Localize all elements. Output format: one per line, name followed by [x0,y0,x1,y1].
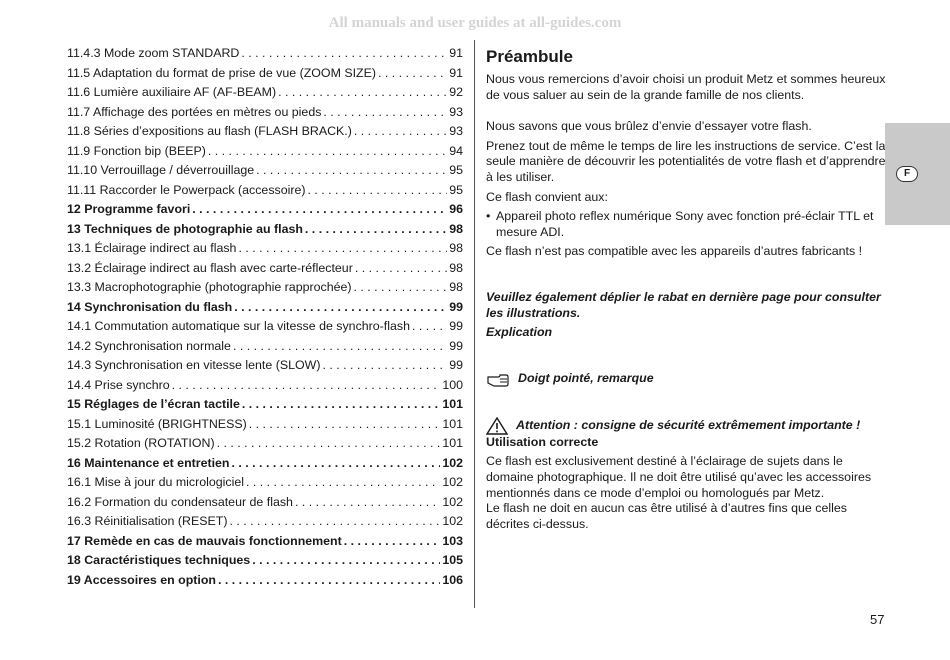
toc-entry-label: 11.8 Séries d’expositions au flash (FLASH BRACK.) [67,124,352,138]
pointing-note-text: Doigt pointé, remarque [518,370,654,385]
toc-leader-dots [234,300,447,314]
bullet-icon: • [486,209,491,224]
toc-leader-dots [232,456,441,470]
toc-entry-page: 93 [449,124,463,138]
toc-entry-label: 11.6 Lumière auxiliaire AF (AF-BEAM) [67,85,277,99]
toc-leader-dots [252,553,440,567]
toc-leader-dots [218,573,440,587]
toc-entry [67,105,463,125]
toc-entry-page: 94 [449,143,463,158]
toc-entry [67,183,463,203]
toc-entry-label: 16.3 Réinitialisation (RESET) [67,514,228,528]
paragraph: Nous vous remercions d’avoir choisi un produit Metz et sommes heureux de vous saluer au sein de la grande famille de nos clients. [486,72,886,102]
bullet-text: Appareil photo reflex numérique Sony avec fonction pré-éclair TTL et mesure ADI. [496,209,874,239]
paragraph: Prenez tout de même le temps de lire les instructions de service. C’est la seule manière de découvrir les potentialités de votre flash et d’apprendre à les utiliser. [486,138,886,184]
toc-entry-label: 11.7 Affichage des portées en mètres ou pieds [67,104,322,119]
toc-leader-dots [242,397,440,411]
column-divider [474,40,475,608]
toc-leader-dots [295,495,440,509]
toc-leader-dots [249,417,441,431]
toc-entry [67,163,463,183]
toc-entry-page: 93 [449,104,463,119]
toc-entry-label: 11.5 Adaptation du format de prise de vue (ZOOM SIZE) [67,65,376,80]
toc-entry-page: 98 [449,280,463,294]
toc-entry-label: 13.3 Macrophotographie (photographie rapprochée) [67,280,352,294]
toc-entry [67,46,463,66]
toc-leader-dots [412,319,447,333]
toc-entry-page: 102 [442,455,463,470]
toc-entry-page: 98 [449,221,463,236]
toc-leader-dots [355,261,447,275]
paragraph: Ce flash est exclusivement destiné à l’éclairage de sujets dans le domaine photographique. Il ne doit être utilisé qu’avec les accessoires mentionnés dans ce mode d’emploi ou homologués par Metz. [486,454,872,500]
toc-entry-page: 98 [449,260,463,275]
toc-leader-dots [233,339,447,353]
toc-entry [67,417,463,437]
toc-entry [67,280,463,300]
paragraph: Ce flash convient aux: [486,189,608,204]
toc-entry-label: 14.2 Synchronisation normale [67,338,231,353]
toc-entry-page: 98 [449,241,463,255]
pointing-note-line [486,371,886,387]
toc-entry-label: 18 Caractéristiques techniques [67,553,251,567]
toc-entry-page: 96 [449,202,463,216]
toc-leader-dots [238,241,447,255]
toc-leader-dots [172,378,441,392]
toc-entry-label: 17 Remède en cas de mauvais fonctionnement [67,533,342,548]
toc-entry-page: 102 [442,514,463,528]
toc-entry-page: 100 [442,377,463,392]
section-title: Préambule [486,47,573,66]
toc-entry-page: 99 [449,338,463,353]
toc-leader-dots [241,46,447,60]
toc-entry [67,202,463,222]
toc-entry-label: 13.1 Éclairage indirect au flash [67,241,237,255]
warning-triangle-icon [486,417,508,435]
toc-entry-label: 11.9 Fonction bip (BEEP) [67,143,206,158]
toc-entry-label: 14.3 Synchronisation en vitesse lente (SLOW) [67,358,321,372]
toc-entry-page: 91 [449,65,463,80]
toc-entry [67,456,463,476]
toc-entry [67,436,463,456]
preamble-section [486,46,886,532]
toc-entry [67,358,463,378]
toc-entry-label: 16.2 Formation du condensateur de flash [67,494,293,509]
fold-note: Veuillez également déplier le rabat en dernière page pour consulter les illustrations. [486,289,881,320]
toc-entry-page: 102 [442,475,463,489]
toc-entry-page: 101 [442,436,463,450]
warning-note-text: Attention : consigne de sécurité extrêmement importante ! [516,417,861,432]
toc-entry-label: 15.1 Luminosité (BRIGHTNESS) [67,416,247,431]
watermark-text: All manuals and user guides at all-guides.com [328,15,622,31]
explication-label: Explication [486,325,553,340]
toc-entry-page: 99 [449,319,463,333]
toc-leader-dots [278,85,447,99]
toc-leader-dots [208,144,447,158]
toc-entry [67,222,463,242]
toc-leader-dots [192,202,447,216]
toc-entry [67,261,463,281]
toc-entry-label: 11.10 Verrouillage / déverrouillage [67,163,255,177]
toc-entry-label: 14.1 Commutation automatique sur la vitesse de synchro-flash [67,319,410,333]
usage-title: Utilisation correcte [486,434,599,449]
warning-note-line [486,417,886,435]
toc-entry-page: 99 [449,358,463,372]
toc-entry-page: 99 [449,299,463,314]
toc-entry [67,144,463,164]
toc-entry [67,397,463,417]
toc-leader-dots [305,222,447,236]
paragraph: Ce flash n’est pas compatible avec les appareils d’autres fabricants ! [486,244,863,259]
pointing-hand-icon [486,371,510,387]
toc-leader-dots [229,514,440,528]
toc-entry [67,553,463,573]
bullet-item [486,209,886,240]
toc-leader-dots [246,475,440,489]
toc-entry-label: 14.4 Prise synchro [67,377,170,392]
toc-leader-dots [344,534,441,548]
toc-leader-dots [354,280,448,294]
toc-leader-dots [354,124,447,138]
toc-entry [67,241,463,261]
toc-leader-dots [378,66,447,80]
toc-entry-page: 106 [442,572,463,587]
toc-entry [67,85,463,105]
toc-entry [67,573,463,593]
toc-entry [67,319,463,339]
paragraph: Nous savons que vous brûlez d’envie d’essayer votre flash. [486,119,812,134]
toc-entry-page: 92 [449,85,463,99]
toc-leader-dots [256,163,447,177]
toc-entry [67,124,463,144]
toc-entry-label: 14 Synchronisation du flash [67,299,233,314]
toc-entry-page: 103 [442,533,463,548]
toc-entry [67,495,463,515]
toc-entry [67,514,463,534]
toc-leader-dots [308,183,448,197]
toc-entry-label: 13 Techniques de photographie au flash [67,221,303,236]
toc-entry-label: 13.2 Éclairage indirect au flash avec carte-réflecteur [67,260,353,275]
toc-entry-label: 15.2 Rotation (ROTATION) [67,436,215,450]
toc-entry-label: 19 Accessoires en option [67,572,216,587]
toc-entry [67,300,463,320]
toc-entry [67,66,463,86]
page-number: 57 [870,612,885,627]
toc-entry-label: 12 Programme favori [67,202,191,216]
toc-entry-label: 16.1 Mise à jour du micrologiciel [67,475,244,489]
toc-entry [67,339,463,359]
toc-entry-label: 11.11 Raccorder le Powerpack (accessoire) [67,182,306,197]
toc-entry-page: 101 [442,397,463,411]
paragraph: Le flash ne doit en aucun cas être utilisé à d’autres fins que celles décrites ci-dessus. [486,501,847,531]
toc-entry [67,534,463,554]
toc-entry-page: 95 [449,163,463,177]
toc-entry-page: 95 [449,182,463,197]
toc-entry-page: 91 [449,46,463,60]
toc-entry-label: 16 Maintenance et entretien [67,455,230,470]
toc-leader-dots [323,105,447,119]
toc-entry-label: 11.4.3 Mode zoom STANDARD [67,46,240,60]
toc-entry [67,475,463,495]
toc-entry [67,378,463,398]
toc-entry-label: 15 Réglages de l’écran tactile [67,397,240,411]
toc-entry-page: 105 [442,553,463,567]
toc-leader-dots [217,436,441,450]
language-badge: F [896,166,918,182]
toc-leader-dots [322,358,447,372]
toc-entry-page: 102 [442,494,463,509]
table-of-contents [67,46,463,592]
toc-entry-page: 101 [442,416,463,431]
